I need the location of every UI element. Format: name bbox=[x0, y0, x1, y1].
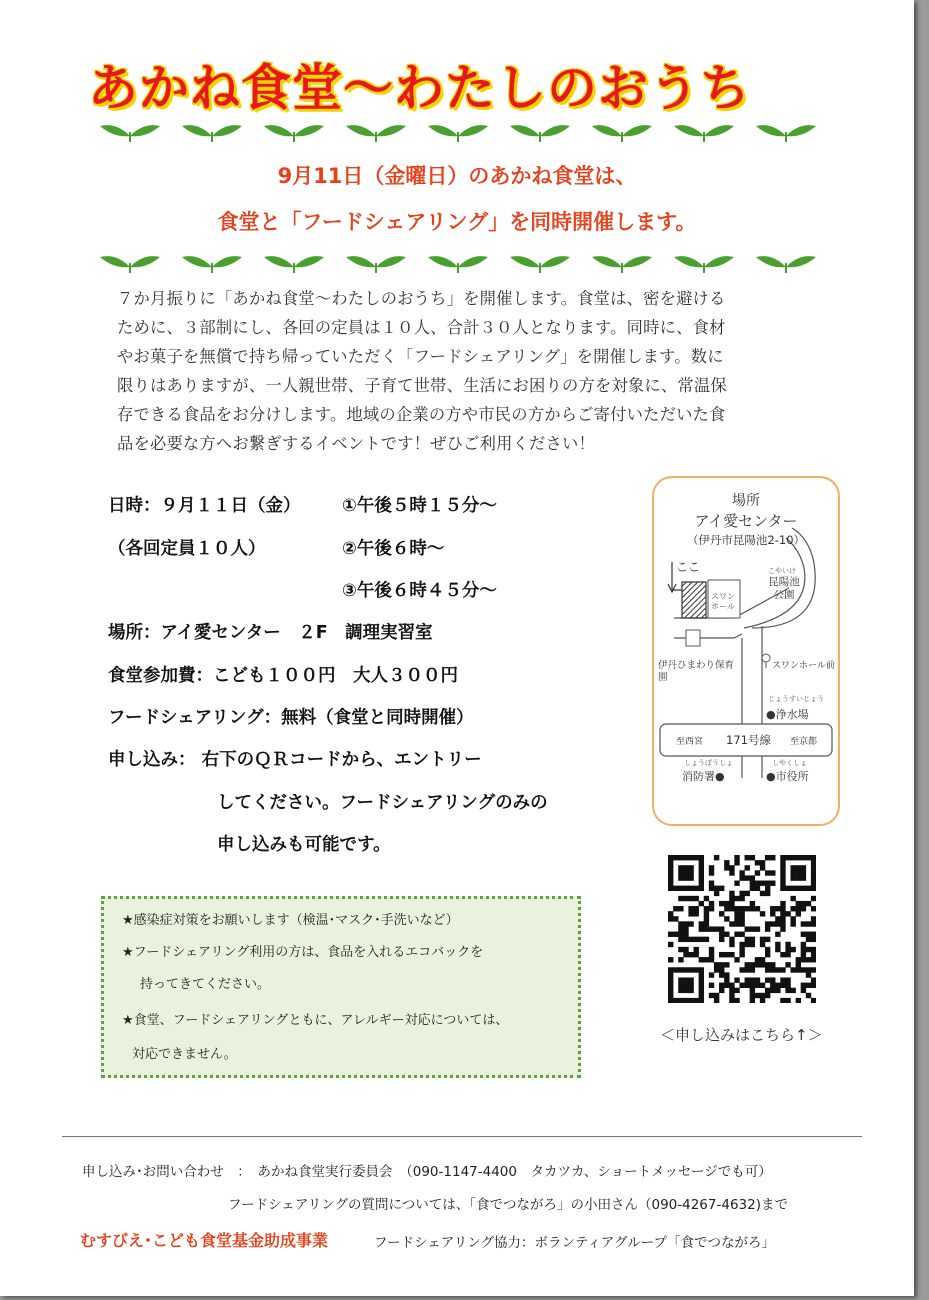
map-address: （伊丹市昆陽池2-10） bbox=[686, 533, 806, 547]
leaf-sprouts-icon bbox=[100, 251, 820, 275]
footer-cooperation: フードシェアリング協力：ボランティアグループ「食でつながろ」 bbox=[374, 1235, 775, 1251]
date-label: 日時：９月１１日（金） bbox=[108, 496, 301, 516]
leaf-sprouts-icon bbox=[100, 120, 820, 144]
time-slot-1: ①午後５時１５分〜 bbox=[342, 496, 497, 516]
map-fire-station: 消防署● bbox=[682, 770, 725, 783]
map-to-nishinomiya: 至西宮 bbox=[676, 737, 704, 747]
map-water: ●浄水場 bbox=[766, 708, 809, 721]
map-heading: 場所 bbox=[732, 493, 760, 509]
map-fire-kana: しょうぼうしょ bbox=[684, 759, 733, 767]
leaf-divider-top bbox=[100, 120, 820, 144]
time-slot-2: ②午後６時〜 bbox=[342, 539, 445, 559]
qr-code-icon bbox=[668, 855, 816, 1003]
time-slot-3: ③午後６時４５分〜 bbox=[342, 581, 497, 601]
notes-box bbox=[101, 896, 581, 1078]
map-city-hall: ●市役所 bbox=[766, 770, 809, 783]
page-title: あかね食堂〜わたしのおうち bbox=[88, 59, 751, 117]
map-swan-hall: スワンホール bbox=[711, 592, 735, 611]
map-venue: アイ愛センター bbox=[694, 512, 798, 530]
apply-line-2: してください。フードシェアリングのみの bbox=[217, 793, 548, 813]
map-park: 昆陽池公園 bbox=[768, 576, 800, 601]
map-bus-stop: スワンホール前 bbox=[772, 661, 835, 671]
leaf-divider-bottom bbox=[100, 251, 820, 275]
map-water-kana: じょうすいじょう bbox=[768, 695, 824, 703]
intro-line: ７か月振りに「あかね食堂〜わたしのおうち」を開催します。食堂は、密を避ける bbox=[117, 289, 726, 308]
note-line: ★食堂、フードシェアリングともに、アレルギー対応については、 bbox=[122, 1013, 509, 1028]
map-route-171: 171号線 bbox=[726, 733, 771, 747]
footer-question: フードシェアリングの質問については、「食でつながろ」の小田さん（090-4267-4632)まで bbox=[228, 1197, 788, 1213]
footer-grant: むすびえ･こども食堂基金助成事業 bbox=[80, 1231, 329, 1250]
footer-contact: 申し込み･お問い合わせ ： あかね食堂実行委員会 （090-1147-4400 タカツカ、ショートメッセージでも可） bbox=[82, 1164, 772, 1180]
apply-line-3: 申し込みも可能です。 bbox=[217, 835, 391, 855]
qr-code[interactable] bbox=[668, 855, 816, 1003]
capacity-note: （各回定員１０人） bbox=[108, 539, 266, 559]
map-park-kana: こやいけ bbox=[768, 567, 796, 575]
intro-line: 品を必要な方へお繋ぎするイベントです！ぜひご利用ください！ bbox=[117, 434, 595, 453]
map-city-kana: しやくしょ bbox=[772, 759, 807, 767]
fee-info: 食堂参加費：こども１００円 大人３００円 bbox=[108, 666, 458, 686]
intro-line: ために、３部制にし、各回の定員は１０人、合計３０人となります。同時に、食材 bbox=[117, 318, 726, 337]
map-nursery: 伊丹ひまわり保育園 bbox=[658, 660, 735, 683]
note-line: 対応できません。 bbox=[132, 1047, 237, 1062]
intro-line: 限りはありますが、一人親世帯、子育て世帯、生活にお困りの方を対象に、常温保 bbox=[117, 376, 727, 395]
map-to-kyoto: 至京都 bbox=[790, 737, 818, 747]
note-line: ★感染症対策をお願いします（検温･マスク･手洗いなど） bbox=[122, 913, 459, 928]
map-here-label: ここ bbox=[676, 560, 701, 574]
intro-line: 存できる食品をお分けします。地域の企業の方や市民の方からご寄付いただいた食 bbox=[117, 405, 726, 424]
note-line: 持ってきてください。 bbox=[140, 977, 271, 992]
place-info: 場所：アイ愛センター ２F 調理実習室 bbox=[108, 623, 433, 643]
foodsharing-info: フードシェアリング：無料（食堂と同時開催） bbox=[108, 708, 474, 728]
footer-divider bbox=[62, 1136, 862, 1137]
subtitle-line-2: 食堂と「フードシェアリング」を同時開催します。 bbox=[217, 210, 697, 234]
intro-paragraph bbox=[117, 284, 807, 458]
intro-line: やお菓子を無償で持ち帰っていただく「フードシェアリング」を開催します。数に bbox=[117, 347, 724, 366]
apply-line-1: 申し込み： 右下のＱＲコードから、エントリー bbox=[108, 750, 482, 770]
venue-map bbox=[652, 476, 840, 826]
qr-caption: ＜申し込みはこちら↑＞ bbox=[660, 1026, 823, 1044]
subtitle-line-1: 9月11日（金曜日）のあかね食堂は、 bbox=[277, 164, 637, 188]
note-line: ★フードシェアリング利用の方は、食品を入れるエコバックを bbox=[122, 945, 484, 960]
